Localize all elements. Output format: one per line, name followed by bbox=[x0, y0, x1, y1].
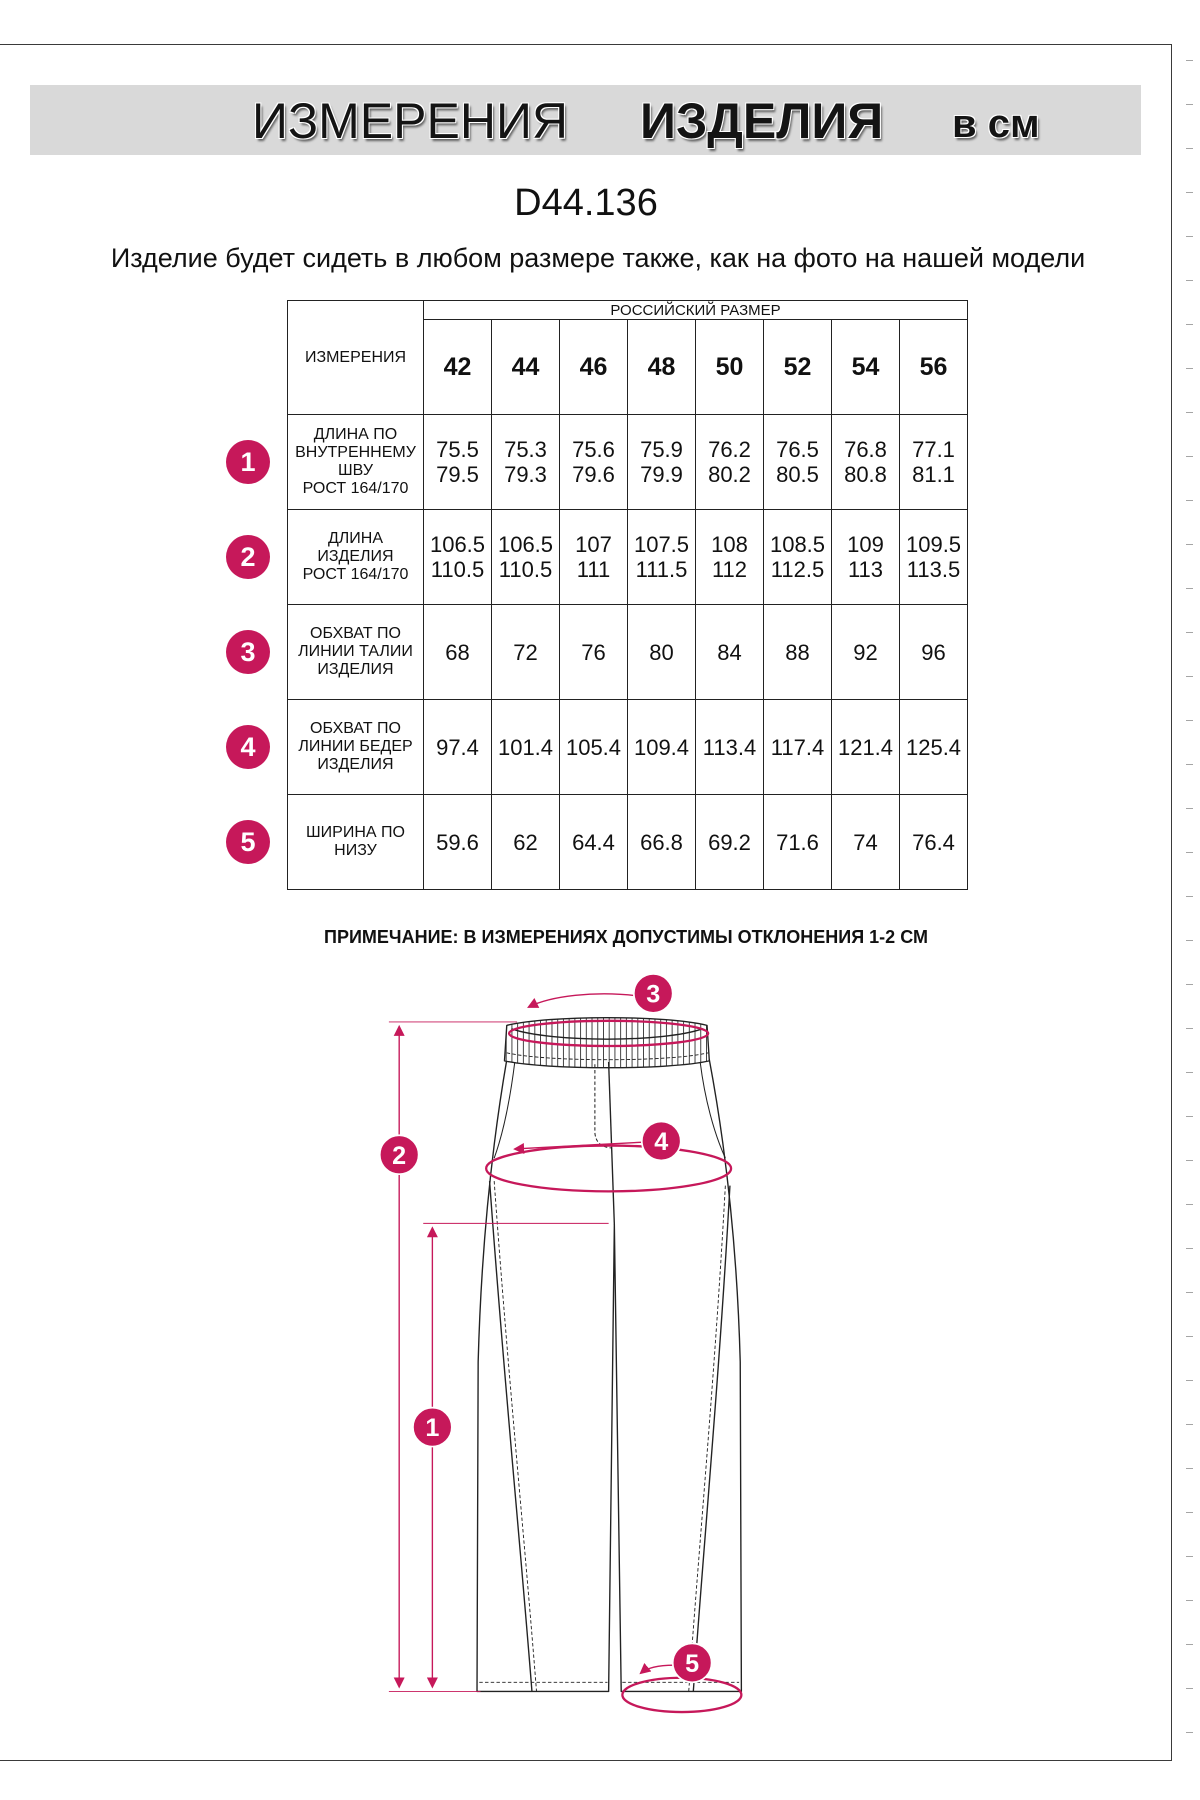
size-value: 76.2 bbox=[708, 437, 751, 462]
size-value-cell bbox=[832, 795, 900, 890]
size-value-cell bbox=[628, 415, 696, 510]
size-value: 69.2 bbox=[708, 829, 751, 855]
size-value-cell bbox=[424, 510, 492, 605]
size-value: 112.5 bbox=[770, 557, 825, 582]
size-value: 112 bbox=[711, 557, 748, 582]
size-value: 125.4 bbox=[905, 734, 962, 760]
size-value: 75.9 bbox=[640, 437, 683, 462]
diagram-marker-5 bbox=[673, 1643, 712, 1682]
size-value: 113 bbox=[847, 557, 884, 582]
diagram-marker-1-label: 1 bbox=[425, 1414, 440, 1443]
measurement-number-badge: 2 bbox=[226, 535, 270, 579]
size-value-cell bbox=[900, 795, 968, 890]
size-value: 111 bbox=[576, 557, 611, 582]
size-value: 113.4 bbox=[702, 734, 757, 760]
size-table-head bbox=[288, 301, 968, 415]
measurement-number-badge: 5 bbox=[226, 820, 270, 864]
size-value: 59.6 bbox=[436, 829, 479, 855]
size-value: 79.5 bbox=[436, 462, 479, 487]
size-column-header: 52 bbox=[764, 320, 832, 415]
diagram-marker-2-label: 2 bbox=[392, 1141, 407, 1170]
size-value: 108.5 bbox=[769, 532, 826, 557]
size-value-cell bbox=[492, 605, 560, 700]
size-value-cell bbox=[764, 510, 832, 605]
size-value-cell bbox=[628, 795, 696, 890]
size-column-header: 50 bbox=[696, 320, 764, 415]
diagram-marker-1 bbox=[413, 1408, 452, 1447]
size-value-cell bbox=[492, 510, 560, 605]
measurement-label: ДЛИНА ИЗДЕЛИЯ РОСТ 164/170 bbox=[302, 530, 409, 583]
size-value-cell bbox=[832, 605, 900, 700]
size-value-cell bbox=[424, 415, 492, 510]
size-value-cell bbox=[832, 510, 900, 605]
size-value-cell bbox=[696, 700, 764, 795]
size-value: 121.4 bbox=[837, 734, 894, 760]
size-value: 109 bbox=[847, 532, 884, 557]
size-value: 76 bbox=[581, 639, 606, 665]
size-value: 75.6 bbox=[572, 437, 615, 462]
size-value: 110.5 bbox=[498, 557, 553, 582]
article-number: D44.136 bbox=[514, 182, 658, 224]
size-value: 113.5 bbox=[906, 557, 961, 582]
size-value: 79.3 bbox=[504, 462, 547, 487]
size-value-cell bbox=[628, 700, 696, 795]
tolerance-note: ПРИМЕЧАНИЕ: В ИЗМЕРЕНИЯХ ДОПУСТИМЫ ОТКЛОНЕНИЯ 1-2 СМ bbox=[324, 927, 928, 947]
size-column-header: 54 bbox=[832, 320, 900, 415]
size-value: 75.3 bbox=[504, 437, 547, 462]
trousers-diagram bbox=[366, 967, 778, 1751]
measurements-column-header bbox=[288, 301, 424, 415]
size-value: 66.8 bbox=[640, 829, 683, 855]
measurement-label: ОБХВАТ ПО ЛИНИИ ТАЛИИ ИЗДЕЛИЯ bbox=[298, 625, 413, 678]
size-value: 101.4 bbox=[497, 734, 554, 760]
size-value: 79.6 bbox=[572, 462, 615, 487]
size-value: 92 bbox=[853, 639, 878, 665]
measurement-row bbox=[288, 510, 968, 605]
size-value-cell bbox=[764, 700, 832, 795]
size-value: 110.5 bbox=[430, 557, 485, 582]
size-value: 106.5 bbox=[429, 532, 486, 557]
measurement-row bbox=[288, 700, 968, 795]
size-table-body bbox=[240, 415, 968, 890]
measurement-row bbox=[288, 605, 968, 700]
size-value: 106.5 bbox=[497, 532, 554, 557]
size-value: 76.4 bbox=[912, 829, 955, 855]
size-value-cell bbox=[492, 700, 560, 795]
size-column-header: 46 bbox=[560, 320, 628, 415]
size-value-cell bbox=[560, 795, 628, 890]
measurement-number-badge: 3 bbox=[226, 630, 270, 674]
diagram-marker-5-label: 5 bbox=[685, 1649, 700, 1678]
size-value: 117.4 bbox=[770, 734, 825, 760]
size-group-header: РОССИЙСКИЙ РАЗМЕР bbox=[424, 301, 968, 320]
size-table bbox=[240, 300, 968, 890]
size-value: 108 bbox=[711, 532, 748, 557]
measurements-column-header-text: ИЗМЕРЕНИЯ bbox=[304, 348, 407, 366]
size-value: 84 bbox=[717, 639, 742, 665]
size-value: 74 bbox=[853, 829, 878, 855]
size-value-cell bbox=[900, 510, 968, 605]
size-value-cell bbox=[492, 795, 560, 890]
size-value-cell bbox=[696, 415, 764, 510]
title-unit: в см bbox=[952, 102, 1040, 146]
size-value: 107 bbox=[575, 532, 612, 557]
measurement-label-cell bbox=[240, 510, 424, 605]
size-value-cell bbox=[764, 415, 832, 510]
size-value-cell bbox=[696, 605, 764, 700]
size-value-cell bbox=[560, 700, 628, 795]
diagram-marker-2 bbox=[380, 1135, 419, 1174]
size-value: 64.4 bbox=[572, 829, 615, 855]
diagram-marker-3-label: 3 bbox=[646, 980, 661, 1009]
size-value: 68 bbox=[445, 639, 470, 665]
waist-measure-arrow bbox=[529, 994, 637, 1007]
size-value: 88 bbox=[785, 639, 810, 665]
measurement-label-cell bbox=[240, 700, 424, 795]
size-value: 109.5 bbox=[905, 532, 962, 557]
measurement-label-cell bbox=[240, 795, 424, 890]
size-value: 76.5 bbox=[776, 437, 819, 462]
size-value-cell bbox=[560, 415, 628, 510]
size-value-cell bbox=[832, 415, 900, 510]
measurement-row bbox=[288, 415, 968, 510]
size-value-cell bbox=[628, 510, 696, 605]
size-value-cell bbox=[900, 415, 968, 510]
size-value-cell bbox=[424, 605, 492, 700]
size-value: 80.2 bbox=[708, 462, 751, 487]
measurement-label: ОБХВАТ ПО ЛИНИИ БЕДЕР ИЗДЕЛИЯ bbox=[298, 720, 413, 773]
measurement-label-cell bbox=[240, 605, 424, 700]
size-value-cell bbox=[424, 700, 492, 795]
size-value: 97.4 bbox=[436, 734, 479, 760]
size-value-cell bbox=[696, 510, 764, 605]
size-value: 111.5 bbox=[635, 557, 688, 582]
size-value: 71.6 bbox=[776, 829, 819, 855]
size-value: 81.1 bbox=[912, 462, 955, 487]
size-value: 79.9 bbox=[640, 462, 683, 487]
size-value-cell bbox=[764, 605, 832, 700]
title-product: ИЗДЕЛИЯ bbox=[640, 93, 884, 149]
fit-description: Изделие будет сидеть в любом размере также, как на фото на нашей модели bbox=[110, 243, 1086, 273]
size-value-cell bbox=[628, 605, 696, 700]
size-column-header: 56 bbox=[900, 320, 968, 415]
size-value: 62 bbox=[513, 829, 538, 855]
size-value-cell bbox=[696, 795, 764, 890]
size-value: 75.5 bbox=[436, 437, 479, 462]
size-value-cell bbox=[900, 605, 968, 700]
size-value: 72 bbox=[513, 639, 538, 665]
size-column-header: 48 bbox=[628, 320, 696, 415]
size-value-cell bbox=[764, 795, 832, 890]
size-value-cell bbox=[832, 700, 900, 795]
size-value-cell bbox=[560, 605, 628, 700]
size-value: 107.5 bbox=[633, 532, 690, 557]
diagram-marker-3 bbox=[634, 974, 673, 1013]
trousers-drawing bbox=[477, 1018, 741, 1692]
diagram-marker-4-label: 4 bbox=[654, 1128, 669, 1157]
size-value: 109.4 bbox=[633, 734, 690, 760]
size-column-header: 42 bbox=[424, 320, 492, 415]
size-value: 76.8 bbox=[844, 437, 887, 462]
size-value: 80 bbox=[649, 639, 674, 665]
size-value-cell bbox=[492, 415, 560, 510]
measurement-label: ДЛИНА ПО ВНУТРЕННЕМУ ШВУ РОСТ 164/170 bbox=[295, 426, 416, 497]
size-value: 80.8 bbox=[844, 462, 887, 487]
edge-ruler-ticks bbox=[1186, 60, 1193, 1760]
size-value-cell bbox=[560, 510, 628, 605]
size-value: 105.4 bbox=[565, 734, 622, 760]
size-column-header: 44 bbox=[492, 320, 560, 415]
size-value: 80.5 bbox=[776, 462, 819, 487]
diagram-marker-4 bbox=[642, 1122, 681, 1161]
measurement-label-cell bbox=[240, 415, 424, 510]
size-value-cell bbox=[424, 795, 492, 890]
title-measurements: ИЗМЕРЕНИЯ bbox=[252, 93, 568, 149]
size-value: 77.1 bbox=[912, 437, 955, 462]
measurement-row bbox=[288, 795, 968, 890]
measurement-number-badge: 4 bbox=[226, 725, 270, 769]
measurement-label: ШИРИНА ПО НИЗУ bbox=[306, 824, 405, 859]
measurement-number-badge: 1 bbox=[226, 440, 270, 484]
size-value-cell bbox=[900, 700, 968, 795]
size-group-header-row bbox=[288, 301, 968, 320]
size-value: 96 bbox=[921, 639, 946, 665]
